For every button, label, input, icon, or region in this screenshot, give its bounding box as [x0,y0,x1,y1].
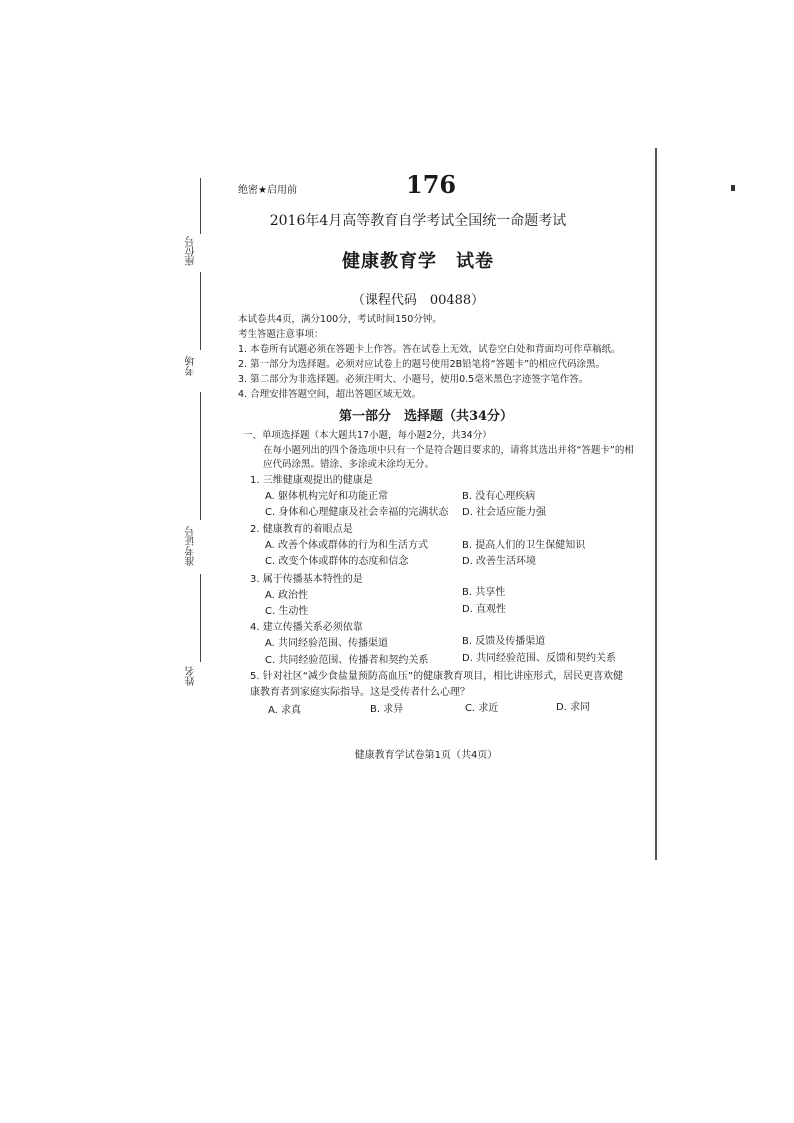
question-5-option-d: D. 求同 [556,702,591,713]
question-1-option-d: D. 社会适应能力强 [462,507,547,518]
right-border-line [655,148,657,860]
question-4-option-b: B. 反馈及传播渠道 [462,636,546,647]
exam-room-label: 考场 [186,356,197,376]
ticket-number-rule [200,392,201,520]
question-5-stem-line-2: 康教育者到家庭实际指导。这是受传者什么心理？ [250,687,470,698]
question-2-option-c: C. 改变个体或群体的态度和信念 [265,556,409,567]
seat-number-rule [200,178,201,234]
question-5-option-b: B. 求异 [370,704,404,715]
question-1-option-c: C. 身体和心理健康及社会幸福的完满状态 [265,507,449,518]
ticket-number-label: 准考证号 [186,526,197,566]
question-2-option-d: D. 改善生活环境 [462,556,537,567]
subject-title: 健康教育学 试卷 [342,251,494,272]
secret-mark: 绝密★启用前 [238,185,297,196]
exam-title: 2016年4月高等教育自学考试全国统一命题考试 [269,213,567,229]
question-4-option-d: D. 共同经验范围、反馈和契约关系 [462,653,617,664]
question-2-option-a: A. 改善个体或群体的行为和生活方式 [265,540,429,551]
course-code: （课程代码 00488） [351,293,485,308]
note-item-3: 3. 第二部分为非选择题。必须注明大、小题号，使用0.5毫米黑色字迹签字笔作答。 [238,374,589,385]
notes-heading: 考生答题注意事项： [238,329,324,340]
question-2-stem: 2. 健康教育的着眼点是 [250,524,353,535]
question-5-stem-line-1: 5. 针对社区“减少食盐量预防高血压”的健康教育项目，相比讲座形式，居民更喜欢健 [250,671,624,682]
question-3-option-d: D. 直观性 [462,604,507,615]
paper-intro: 本试卷共4页，满分100分，考试时间150分钟。 [238,314,442,325]
question-3-option-b: B. 共享性 [462,587,506,598]
question-3-option-a: A. 政治性 [265,590,309,601]
question-1-stem: 1. 三维健康观提出的健康是 [250,475,373,486]
exam-code-number: 176 [406,170,457,199]
seat-number-label: 座位号 [186,236,197,266]
note-item-1: 1. 本卷所有试题必须在答题卡上作答。答在试卷上无效，试卷空白处和背面均可作草稿纸。 [238,344,621,355]
section-description-line-2: 应代码涂黑。错涂、多涂或未涂均无分。 [263,459,435,470]
question-3-stem: 3. 属于传播基本特性的是 [250,574,363,585]
section-heading: 一、单项选择题（本大题共17小题，每小题2分，共34分） [243,430,492,441]
section-description-line-1: 在每小题列出的四个备选项中只有一个是符合题目要求的，请将其选出并将“答题卡”的相 [263,445,634,456]
note-item-4: 4. 合理安排答题空间，超出答题区域无效。 [238,389,422,400]
name-rule [200,574,201,662]
exam-room-rule [200,272,201,350]
right-margin-mark [731,185,735,191]
part-one-title: 第一部分 选择题（共34分） [338,409,514,424]
name-label: 姓名 [186,666,197,686]
question-5-option-a: A. 求真 [268,705,302,716]
question-4-option-a: A. 共同经验范围、传播渠道 [265,638,389,649]
question-5-option-c: C. 求近 [465,703,499,714]
question-3-option-c: C. 生动性 [265,606,309,617]
question-4-stem: 4. 建立传播关系必须依靠 [250,622,363,633]
note-item-2: 2. 第一部分为选择题。必须对应试卷上的题号使用2B铅笔将“答题卡”的相应代码涂黑。 [238,359,605,370]
page-footer: 健康教育学试卷第1页（共4页） [354,750,498,761]
question-1-option-b: B. 没有心理疾病 [462,491,536,502]
question-2-option-b: B. 提高人们的卫生保健知识 [462,540,586,551]
question-4-option-c: C. 共同经验范围、传播者和契约关系 [265,655,429,666]
question-1-option-a: A. 躯体机构完好和功能正常 [265,491,389,502]
